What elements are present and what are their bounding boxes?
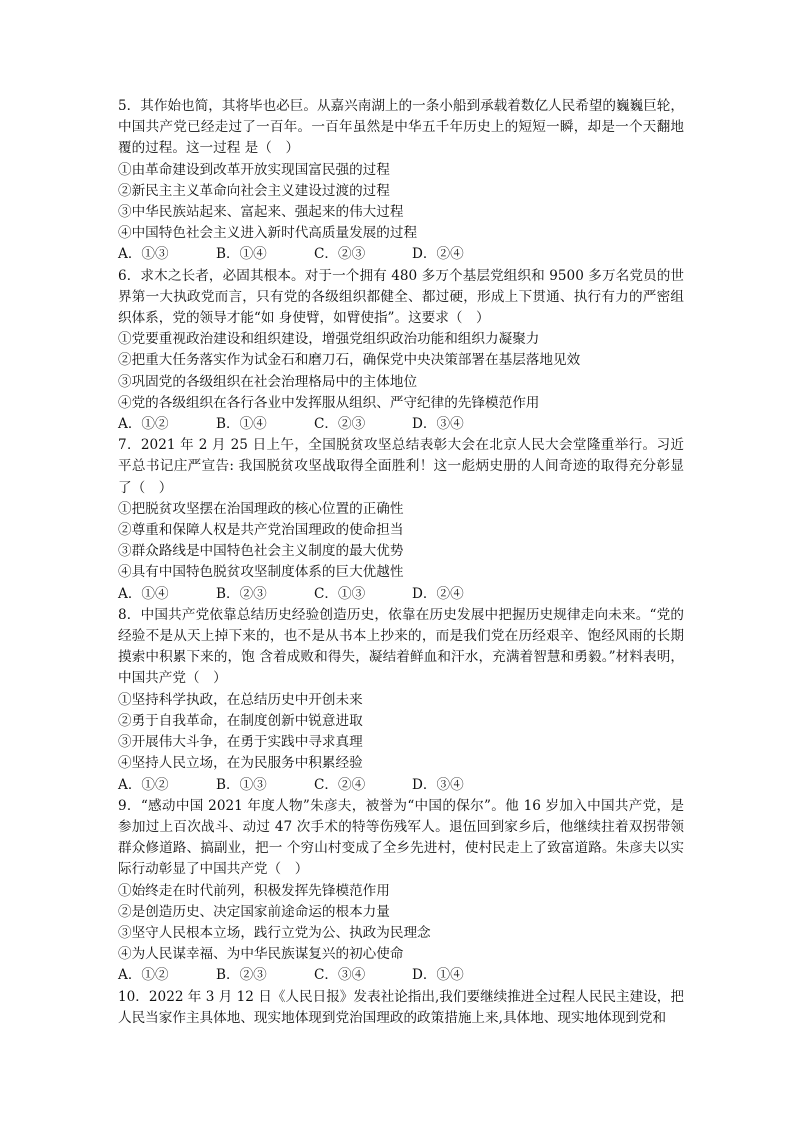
choice-b: B．①④ bbox=[216, 246, 267, 263]
option-3: ③巩固党的各级组织在社会治理格局中的主体地位 bbox=[118, 373, 418, 390]
question-stem: 9．“感动中国 2021 年度人物”朱彦夫，被誉为“中国的保尔”。他 16 岁加入中国共产党，是参加过上百次战斗、动过 47 次手术的特等伤残军人。退伍回到家乡后，他继续拄着双拐带领群众修道路、搞副业，把一 个穷山村变成了全乡先进村，使村民走上了致富道路。朱彦夫以实际行动彰显了中国共产党（ ） bbox=[118, 797, 684, 878]
question-6 bbox=[118, 266, 684, 436]
question-stem: 10．2022 年 3 月 12 日《人民日报》发表社论指出,我们要继续推进全过程人民民主建设，把人民当家作主具体地、现实地体现到党治国理政的政策措施上来,具体地、现实地体现到党和 bbox=[118, 988, 684, 1026]
answer-choices bbox=[118, 584, 684, 605]
exam-page bbox=[118, 96, 684, 1029]
answer-choices bbox=[118, 414, 684, 435]
option-3: ③坚守人民根本立场，践行立党为公、执政为民理念 bbox=[118, 924, 431, 941]
option-2: ②尊重和保障人权是共产党治国理政的使命担当 bbox=[118, 522, 404, 539]
option-4: ④坚持人民立场，在为民服务中积累经验 bbox=[118, 755, 363, 772]
choice-d: D．②④ bbox=[412, 246, 464, 263]
choice-c: C．②③ bbox=[314, 416, 366, 433]
question-5 bbox=[118, 96, 684, 266]
choice-b: B．①③ bbox=[216, 776, 267, 793]
choice-c: C．①③ bbox=[314, 585, 366, 602]
question-7 bbox=[118, 435, 684, 605]
option-2: ②是创造历史、决定国家前途命运的根本力量 bbox=[118, 903, 390, 920]
choice-b: B．①④ bbox=[216, 416, 267, 433]
choice-a: A．①④ bbox=[118, 585, 169, 602]
option-2: ②勇于自我革命，在制度创新中锐意进取 bbox=[118, 712, 363, 729]
option-2: ②新民主主义革命向社会主义建设过渡的过程 bbox=[118, 182, 390, 199]
option-3: ③中华民族站起来、富起来、强起来的伟大过程 bbox=[118, 204, 404, 221]
choice-c: C．②③ bbox=[314, 246, 366, 263]
question-stem: 8．中国共产党依靠总结历史经验创造历史，依靠在历史发展中把握历史规律走向未来。“党的经验不是从天上掉下来的，也不是从书本上抄来的，而是我们党在历经艰辛、饱经风雨的长期摸索中积累下来的，饱 含着成败和得失，凝结着鲜血和汗水，充满着智慧和勇毅。”材料表明，中国共产党（ ） bbox=[118, 606, 684, 687]
choice-d: D．③④ bbox=[412, 416, 464, 433]
choice-c: C．③④ bbox=[314, 967, 366, 984]
answer-choices bbox=[118, 244, 684, 265]
option-1: ①由革命建设到改革开放实现国富民强的过程 bbox=[118, 161, 390, 178]
choice-d: D．③④ bbox=[412, 776, 464, 793]
option-1: ①坚持科学执政，在总结历史中开创未来 bbox=[118, 691, 363, 708]
option-3: ③开展伟大斗争，在勇于实践中寻求真理 bbox=[118, 734, 363, 751]
option-4: ④为人民谋幸福、为中华民族谋复兴的初心使命 bbox=[118, 946, 404, 963]
answer-choices bbox=[118, 775, 684, 796]
option-1: ①始终走在时代前列，积极发挥先锋模范作用 bbox=[118, 882, 390, 899]
option-1: ①把脱贫攻坚摆在治国理政的核心位置的正确性 bbox=[118, 500, 404, 517]
option-4: ④党的各级组织在各行各业中发挥服从组织、严守纪律的先锋模范作用 bbox=[118, 394, 540, 411]
answer-choices bbox=[118, 965, 684, 986]
option-2: ②把重大任务落实作为试金石和磨刀石，确保党中央决策部署在基层落地见效 bbox=[118, 352, 581, 369]
option-3: ③群众路线是中国特色社会主义制度的最大优势 bbox=[118, 543, 404, 560]
choice-a: A．①③ bbox=[118, 246, 169, 263]
question-10 bbox=[118, 987, 684, 1029]
question-stem: 6．求木之长者，必固其根本。对于一个拥有 480 多万个基层党组织和 9500 多万名党员的世界第一大执政党而言，只有党的各级组织都健全、都过硬，形成上下贯通、执行有力的严密组织体系，党的领导才能“如 身使臂，如臂使指”。这要求（ ） bbox=[118, 267, 684, 327]
choice-b: B．②③ bbox=[216, 585, 267, 602]
choice-a: A．①② bbox=[118, 776, 169, 793]
choice-d: D．①④ bbox=[412, 967, 464, 984]
question-9 bbox=[118, 796, 684, 987]
choice-a: A．①② bbox=[118, 416, 169, 433]
choice-d: D．②④ bbox=[412, 585, 464, 602]
choice-b: B．②③ bbox=[216, 967, 267, 984]
choice-a: A．①② bbox=[118, 967, 169, 984]
option-4: ④具有中国特色脱贫攻坚制度体系的巨大优越性 bbox=[118, 564, 404, 581]
question-8 bbox=[118, 605, 684, 796]
choice-c: C．②④ bbox=[314, 776, 366, 793]
option-1: ①党要重视政治建设和组织建设，增强党组织政治功能和组织力凝聚力 bbox=[118, 331, 540, 348]
option-4: ④中国特色社会主义进入新时代高质量发展的过程 bbox=[118, 225, 418, 242]
question-stem: 5．其作始也简，其将毕也必巨。从嘉兴南湖上的一条小船到承载着数亿人民希望的巍巍巨轮，中国共产党已经走过了一百年。一百年虽然是中华五千年历史上的短短一瞬，却是一个天翻地覆的过程。这一过程 是（ ） bbox=[118, 98, 684, 157]
question-stem: 7．2021 年 2 月 25 日上午，全国脱贫攻坚总结表彰大会在北京人民大会堂隆重举行。习近平总书记庄严宣告: 我国脱贫攻坚战取得全面胜利！这一彪炳史册的人间奇迹的取得充分彰显了（ ） bbox=[118, 437, 684, 496]
